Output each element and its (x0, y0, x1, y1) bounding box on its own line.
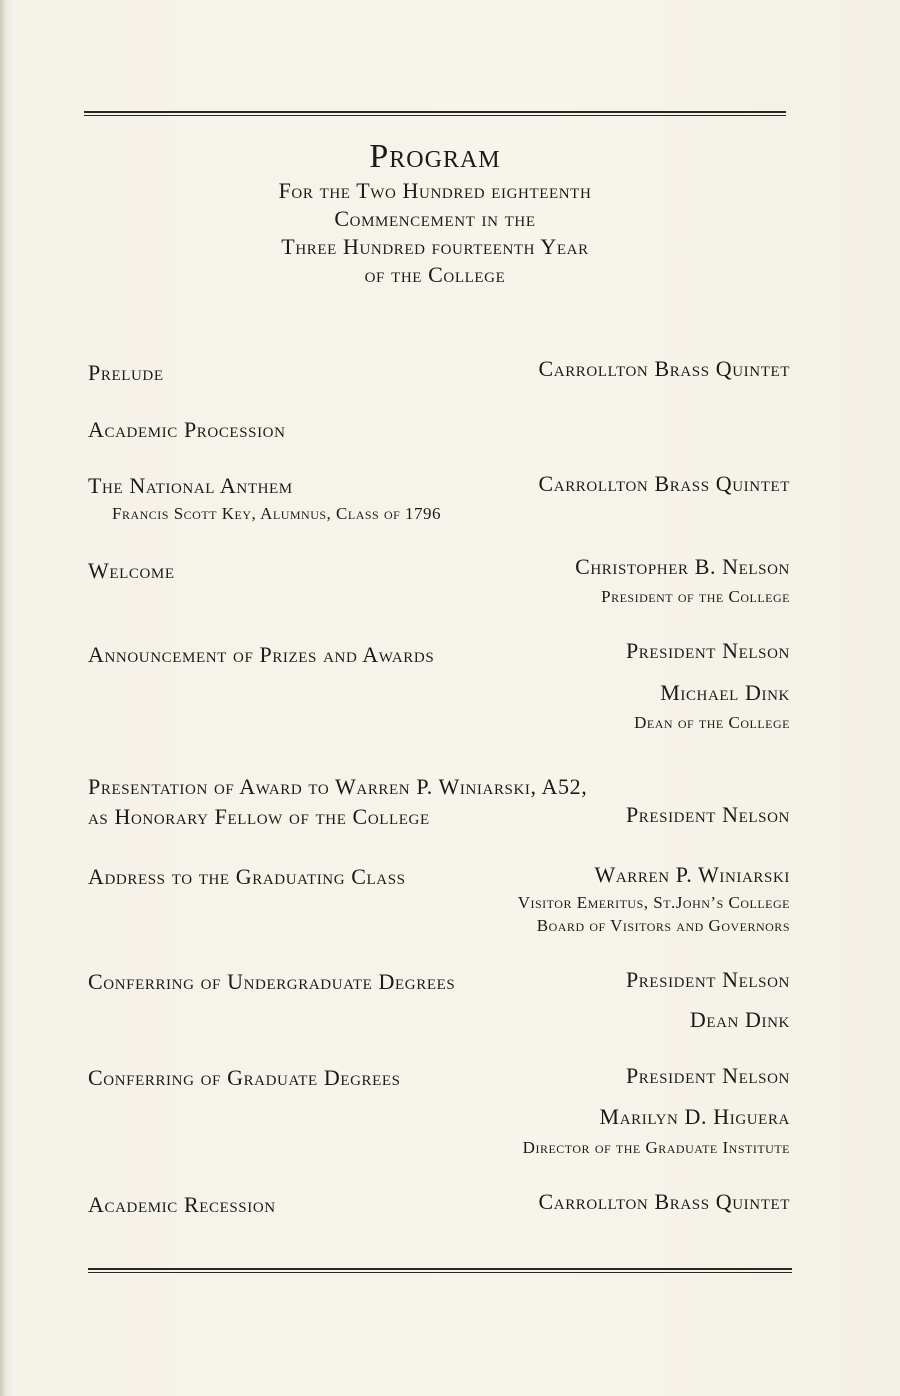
welcome-speaker-title: President of the College (601, 587, 790, 606)
undergrad-speaker-2: Dean Dink (689, 1007, 790, 1032)
prelude-label: Prelude (88, 360, 164, 385)
undergrad-speaker: President Nelson (625, 967, 790, 992)
top-rule (84, 111, 786, 116)
subtitle-line-2: Commencement in the (334, 206, 536, 231)
address-speaker-title-1: Visitor Emeritus, St.John’s College (517, 893, 790, 912)
presentation-label-line-1: Presentation of Award to Warren P. Winiarski, A52, (88, 774, 588, 799)
graduate-speaker: President Nelson (625, 1063, 790, 1088)
recession-label: Academic Recession (88, 1192, 276, 1217)
address-speaker: Warren P. Winiarski (594, 862, 790, 887)
prizes-speaker: President Nelson (625, 638, 790, 663)
page-title: Program (369, 138, 501, 175)
prizes-label: Announcement of Prizes and Awards (88, 642, 435, 667)
subtitle-line-3: Three Hundred fourteenth Year (281, 234, 589, 259)
prelude-performer: Carrollton Brass Quintet (538, 356, 790, 381)
welcome-label: Welcome (88, 558, 175, 583)
presentation-label-line-2: as Honorary Fellow of the College (88, 804, 430, 829)
graduate-label: Conferring of Graduate Degrees (88, 1065, 401, 1090)
address-label: Address to the Graduating Class (88, 864, 406, 889)
prizes-speaker-2-title: Dean of the College (634, 713, 790, 732)
prizes-speaker-2: Michael Dink (660, 680, 790, 705)
presentation-speaker: President Nelson (625, 802, 790, 827)
subtitle-line-4: of the College (364, 262, 506, 287)
recession-performer: Carrollton Brass Quintet (538, 1189, 790, 1214)
graduate-speaker-2-title: Director of the Graduate Institute (522, 1138, 790, 1157)
anthem-note: Francis Scott Key, Alumnus, Class of 1796 (112, 504, 442, 523)
bottom-rule (88, 1268, 792, 1273)
procession-label: Academic Procession (88, 417, 286, 442)
anthem-label: The National Anthem (88, 473, 293, 498)
graduate-speaker-2: Marilyn D. Higuera (599, 1104, 790, 1129)
anthem-performer: Carrollton Brass Quintet (538, 471, 790, 496)
subtitle-line-1: For the Two Hundred eighteenth (278, 178, 592, 203)
welcome-speaker: Christopher B. Nelson (575, 554, 790, 579)
address-speaker-title-2: Board of Visitors and Governors (536, 916, 790, 935)
undergrad-label: Conferring of Undergraduate Degrees (88, 969, 456, 994)
